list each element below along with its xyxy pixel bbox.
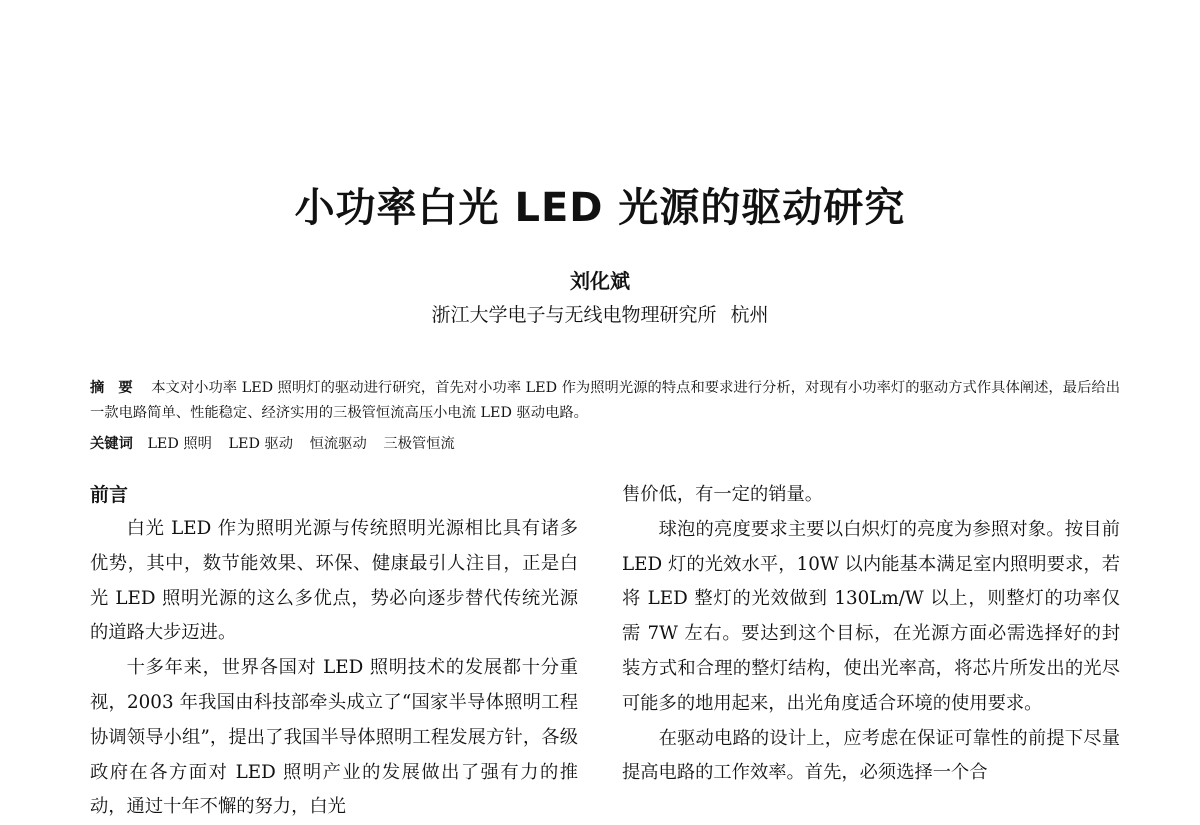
author-name: 刘化斌 [570, 269, 630, 293]
affiliation-city: 杭州 [730, 304, 769, 326]
abstract-label: 摘要 [90, 380, 147, 396]
section-heading: 前言 [90, 484, 129, 506]
body-paragraph: 白光 LED 作为照明光源与传统照明光源相比具有诸多优势，其中，数节能效果、环保、健康最引人注目，正是白光 LED 照明光源的这么多优点，势必向逐步替代传统光源的道路大步迈进。 [90, 518, 578, 644]
affiliation [0, 300, 1200, 330]
keyword: 恒流驱动 [309, 436, 367, 452]
affiliation-institute: 浙江大学电子与无线电物理研究所 [431, 304, 717, 326]
body-paragraph: 在驱动电路的设计上，应考虑在保证可靠性的前提下尽量提高电路的工作效率。首先，必须选择一个合 [622, 727, 1120, 784]
keywords-label: 关键词 [90, 436, 133, 452]
keywords [90, 432, 1120, 457]
abstract-text: 本文对小功率 LED 照明灯的驱动进行研究，首先对小功率 LED 作为照明光源的特点和要求进行分析，对现有小功率灯的驱动方式作具体阐述，最后给出一款电路简单、性能稳定、经济实用的三极管恒流高压小电流 LED 驱动电路。 [90, 380, 1121, 421]
right-column [622, 478, 1120, 791]
left-column [90, 478, 578, 825]
keyword: 三极管恒流 [383, 436, 455, 452]
paper-title: 小功率白光 LED 光源的驱动研究 [294, 185, 906, 231]
keyword: LED 照明 [147, 436, 212, 452]
body-paragraph: 十多年来，世界各国对 LED 照明技术的发展都十分重视，2003 年我国由科技部牵头成立了“国家半导体照明工程协调领导小组”，提出了我国半导体照明工程发展方针，各级政府在各方面对 LED 照明产业的发展做出了强有力的推动，通过十年不懈的努力，白光 [90, 657, 578, 818]
body-paragraph-continuation: 售价低，有一定的销量。 [622, 484, 824, 505]
keyword: LED 驱动 [228, 436, 294, 452]
body-paragraph: 球泡的亮度要求主要以白炽灯的亮度为参照对象。按目前 LED 灯的光效水平，10W 以内能基本满足室内照明要求，若将 LED 整灯的光效做到 130Lm/W 以上，则整灯的功率仅需 7W 左右。要达到这个目标，在光源方面必需选择好的封装方式和合理的整灯结构，使出光率高，将芯片所发出的光尽可能多的地用起来，出光角度适合环境的使用要求。 [622, 518, 1120, 714]
abstract [90, 376, 1120, 426]
